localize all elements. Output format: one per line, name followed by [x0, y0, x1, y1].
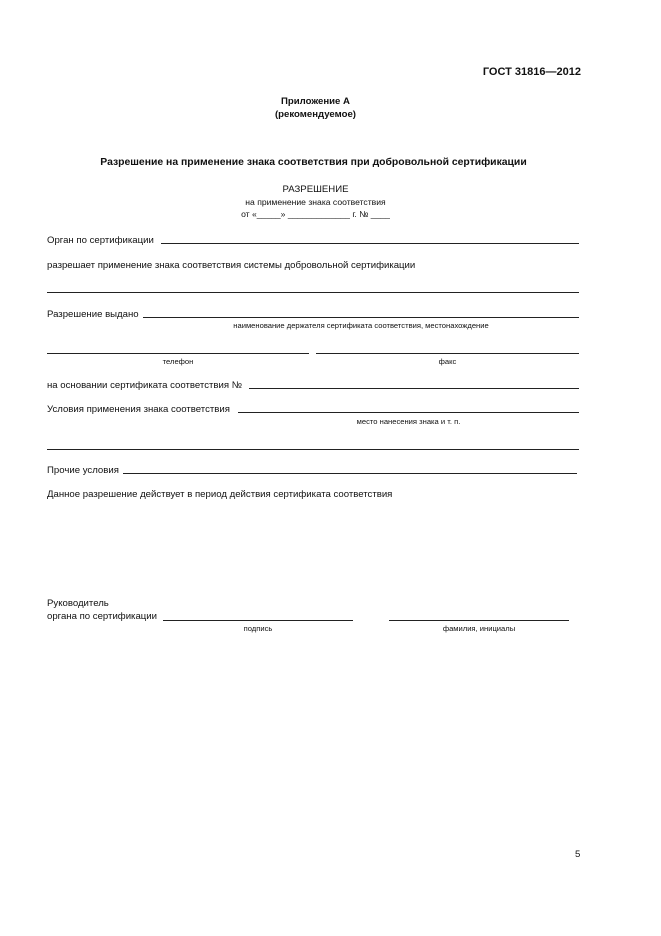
issued-to-label: Разрешение выдано	[47, 309, 139, 320]
phone-field[interactable]	[47, 353, 309, 354]
form-date-line[interactable]: от «_____» _____________ г. № ____	[241, 209, 390, 219]
other-conditions-field[interactable]	[123, 473, 577, 474]
phone-hint: телефон	[162, 357, 194, 366]
head-label-2: органа по сертификации	[47, 611, 158, 622]
fax-field[interactable]	[316, 353, 579, 354]
head-label-1: Руководитель	[47, 598, 109, 609]
permits-text: разрешает применение знака соответствия системы добровольной сертификации	[47, 260, 416, 271]
conditions-field-2[interactable]	[47, 449, 579, 450]
page-number: 5	[575, 849, 581, 860]
fax-hint: факс	[438, 357, 457, 366]
other-conditions-label: Прочие условия	[47, 465, 119, 476]
name-field[interactable]	[389, 620, 569, 621]
basis-field[interactable]	[249, 388, 579, 389]
annex-status: (рекомендуемое)	[274, 109, 356, 120]
permits-field[interactable]	[47, 292, 579, 293]
form-subheading: на применение знака соответствия	[245, 197, 386, 207]
standard-number: ГОСТ 31816—2012	[482, 66, 581, 78]
signature-hint: подпись	[243, 624, 273, 633]
issued-to-hint: наименование держателя сертификата соответствия, местонахождение	[233, 321, 489, 330]
name-hint: фамилия, инициалы	[442, 624, 516, 633]
conditions-field[interactable]	[238, 412, 579, 413]
form-heading: РАЗРЕШЕНИЕ	[282, 184, 349, 195]
issuer-label: Орган по сертификации	[47, 235, 154, 246]
validity-text: Данное разрешение действует в период действия сертификата соответствия	[47, 489, 393, 500]
conditions-label: Условия применения знака соответствия	[47, 404, 230, 415]
signature-field[interactable]	[163, 620, 353, 621]
document-title: Разрешение на применение знака соответствия при добровольной сертификации	[100, 157, 527, 168]
annex-title: Приложение А	[281, 96, 350, 107]
issued-to-field[interactable]	[143, 317, 579, 318]
conditions-hint: место нанесения знака и т. п.	[356, 417, 461, 426]
issuer-field[interactable]	[161, 243, 579, 244]
basis-label: на основании сертификата соответствия №	[47, 380, 243, 391]
